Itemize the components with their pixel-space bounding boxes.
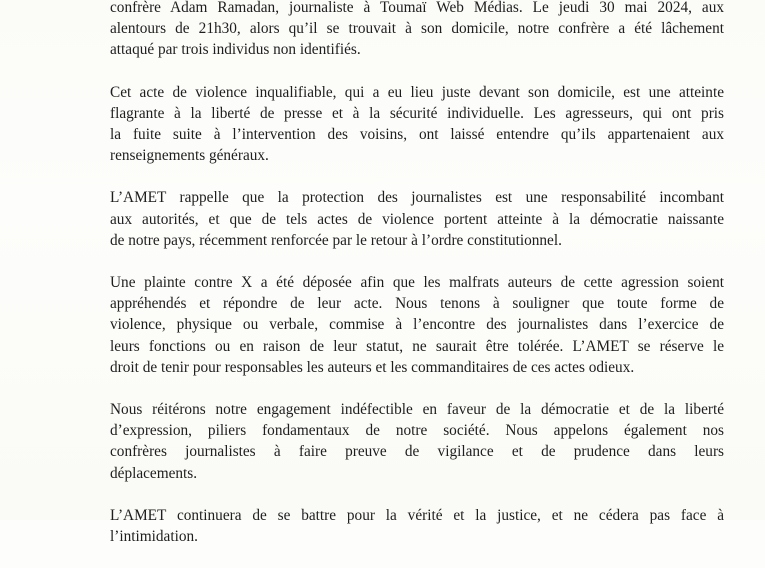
text-line: Une plainte contre X a été déposée afin que les malfrats auteurs de cette agression soient bbox=[110, 274, 724, 292]
document-body bbox=[110, 0, 724, 568]
paragraph-journalist-protection bbox=[110, 187, 724, 251]
text-line: alentours de 21h30, alors qu’il se trouvait à son domicile, notre confrère a été lâchement bbox=[110, 20, 724, 38]
paragraph-violence-condemnation bbox=[110, 82, 724, 167]
text-line: de notre pays, récemment renforcée par le retour à l’ordre constitutionnel. bbox=[110, 231, 562, 249]
text-line: l’intimidation. bbox=[110, 528, 198, 546]
text-line: d’expression, piliers fondamentaux de notre société. Nous appelons également nos bbox=[110, 422, 724, 440]
text-line: leurs fonctions ou en raison de leur statut, ne saurait être tolérée. L’AMET se réserve le bbox=[110, 337, 724, 355]
text-line: Nous réitérons notre engagement indéfectible en faveur de la démocratie et de la liberté bbox=[110, 401, 724, 419]
text-line: L’AMET continuera de se battre pour la vérité et la justice, et ne cédera pas face à bbox=[110, 506, 724, 524]
text-line: flagrante à la liberté de presse et à la sécurité individuelle. Les agresseurs, qui ont pris bbox=[110, 104, 724, 122]
text-line: déplacements. bbox=[110, 464, 198, 482]
text-line: attaqué par trois individus non identifiés. bbox=[110, 41, 361, 59]
text-line: confrères journalistes à faire preuve de vigilance et de prudence dans leurs bbox=[110, 443, 724, 461]
text-line: appréhendés et répondre de leur acte. Nous tenons à souligner que toute forme de bbox=[110, 295, 724, 313]
text-line: confrère Adam Ramadan, journaliste à Toumaï Web Médias. Le jeudi 30 mai 2024, aux bbox=[110, 0, 724, 16]
paragraph-attack-report bbox=[110, 0, 724, 61]
text-line: violence, physique ou verbale, commise à l’encontre des journalistes dans l’exercice de bbox=[110, 316, 724, 334]
paragraph-commitment bbox=[110, 399, 724, 484]
text-line: Cet acte de violence inqualifiable, qui a eu lieu juste devant son domicile, est une atteinte bbox=[110, 83, 724, 101]
text-line: aux autorités, et que de tels actes de violence portent atteinte à la démocratie naissante bbox=[110, 210, 724, 228]
text-line: droit de tenir pour responsables les auteurs et les commanditaires de ces actes odieux. bbox=[110, 358, 635, 376]
text-line: L’AMET rappelle que la protection des journalistes est une responsabilité incombant bbox=[110, 189, 724, 207]
paragraph-closing bbox=[110, 505, 724, 547]
text-line: la fuite suite à l’intervention des voisins, ont laissé entendre qu’ils appartenaient aux bbox=[110, 126, 724, 144]
text-line: renseignements généraux. bbox=[110, 147, 269, 165]
paragraph-complaint-filed bbox=[110, 272, 724, 378]
